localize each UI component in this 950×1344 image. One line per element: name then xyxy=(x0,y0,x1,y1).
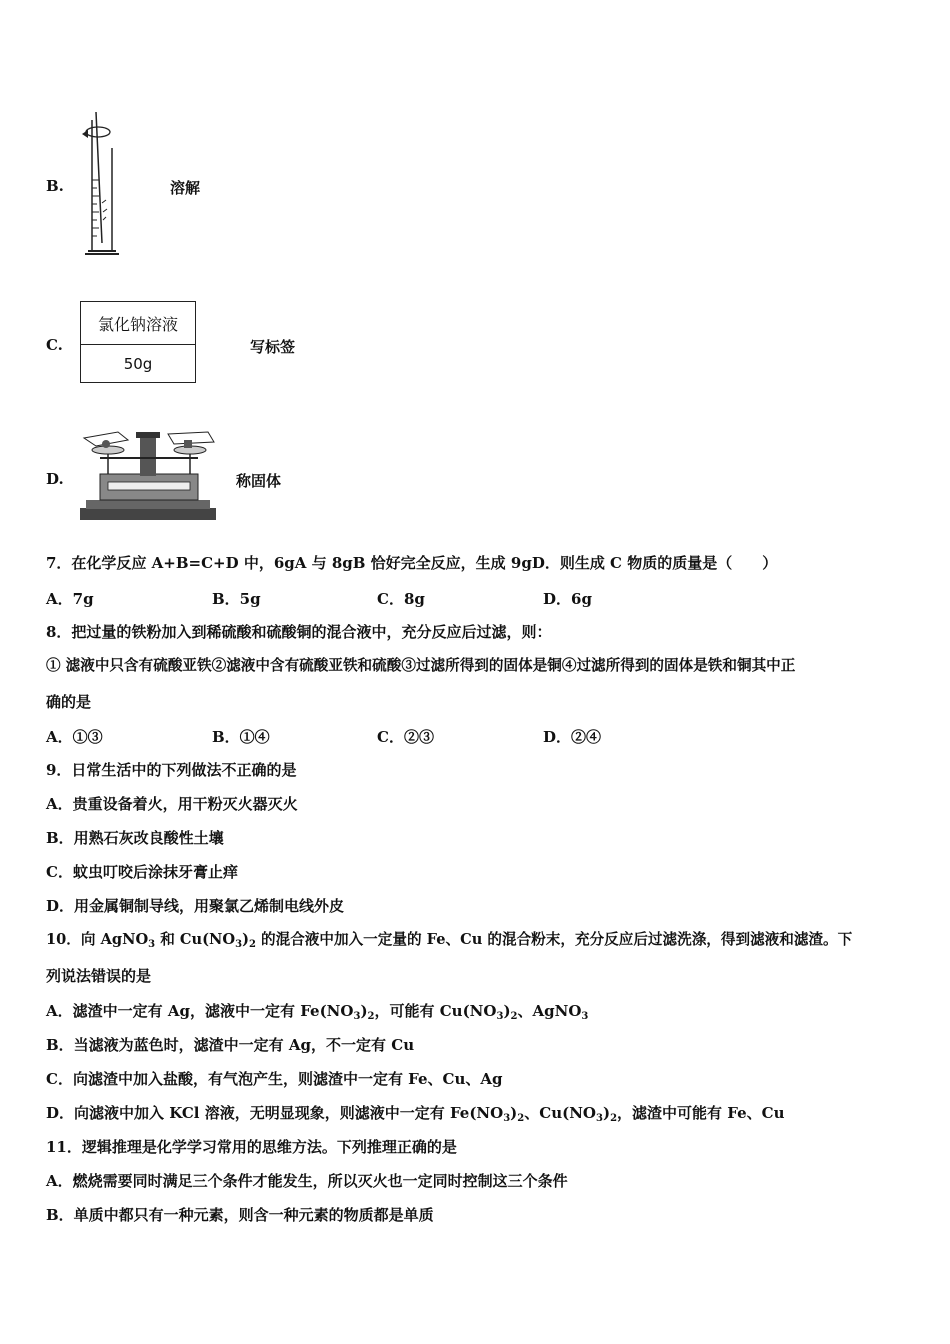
q8-option-b: B．①④ xyxy=(212,728,270,746)
q8-stem: 8．把过量的铁粉加入到稀硫酸和硫酸铜的混合液中，充分反应后过滤，则： xyxy=(46,623,552,641)
q9-option-b: B．用熟石灰改良酸性土壤 xyxy=(46,829,224,847)
label-name-text: 氯化钠溶液 xyxy=(81,302,195,345)
option-b-letter: B. xyxy=(46,177,64,195)
q9-option-a: A．贵重设备着火，用干粉灭火器灭火 xyxy=(46,795,298,813)
q9-option-c: C．蚊虫叮咬后涂抹牙膏止痒 xyxy=(46,863,238,881)
q10-option-a: A．滤渣中一定有 Ag，滤液中一定有 $Fe(NO_3)_2$，可能有 $Cu(NO_3)_2$、AgNO$_3$ xyxy=(46,1002,589,1022)
q11-stem: 11．逻辑推理是化学学习常用的思维方法。下列推理正确的是 xyxy=(46,1138,457,1156)
q9-stem: 9．日常生活中的下列做法不正确的是 xyxy=(46,761,297,779)
dissolve-cylinder-figure xyxy=(72,108,122,256)
q7-option-d: D．6g xyxy=(543,590,592,608)
q8-statements: ① 滤液中只含有硫酸亚铁②滤液中含有硫酸亚铁和硫酸③过滤所得到的固体是铜④过滤所得到的固体是铁和铜其中正 xyxy=(46,657,796,674)
q7-option-b: B．5g xyxy=(212,590,261,608)
label-mass-text: 50g xyxy=(123,355,153,373)
q8-statements-cont: 确的是 xyxy=(46,693,92,711)
q7-stem: 7．在化学反应 A+B=C+D 中，6gA 与 8gB 恰好完全反应，生成 9gD．则生成 C 物质的质量是（ ） xyxy=(46,554,778,572)
q7-option-a: A．7g xyxy=(46,590,94,608)
option-d-caption: 称固体 xyxy=(236,472,282,490)
q10-option-d: D．向滤液中加入 KCl 溶液，无明显现象，则滤液中一定有 $Fe(NO_3)_2$、$Cu(NO_3)_2$，滤渣中可能有 Fe、Cu xyxy=(46,1104,785,1124)
q9-option-d: D．用金属铜制导线，用聚氯乙烯制电线外皮 xyxy=(46,897,345,915)
reagent-label-figure xyxy=(80,301,196,383)
q10-option-b: B．当滤液为蓝色时，滤渣中一定有 Ag，不一定有 Cu xyxy=(46,1036,415,1054)
balance-scale-figure xyxy=(78,428,218,522)
q11-option-b: B．单质中都只有一种元素，则含一种元素的物质都是单质 xyxy=(46,1206,434,1224)
q8-option-d: D．②④ xyxy=(543,728,602,746)
q11-option-a: A．燃烧需要同时满足三个条件才能发生，所以灭火也一定同时控制这三个条件 xyxy=(46,1172,568,1190)
q10-stem: 10．向 AgNO$_3$ 和 $Cu(NO_3)_2$ 的混合液中加入一定量的 Fe、Cu 的混合粉末，充分反应后过滤洗涤，得到滤液和滤渣。下 xyxy=(46,931,853,950)
option-d-letter: D. xyxy=(46,470,64,488)
option-c-letter: C. xyxy=(46,336,63,354)
q7-option-c: C．8g xyxy=(377,590,425,608)
option-b-caption: 溶解 xyxy=(170,179,201,197)
option-c-caption: 写标签 xyxy=(250,338,296,356)
q8-option-c: C．②③ xyxy=(377,728,434,746)
q8-option-a: A．①③ xyxy=(46,728,103,746)
q10-option-c: C．向滤渣中加入盐酸，有气泡产生，则滤渣中一定有 Fe、Cu、Ag xyxy=(46,1070,503,1088)
q10-stem-cont: 列说法错误的是 xyxy=(46,967,152,985)
